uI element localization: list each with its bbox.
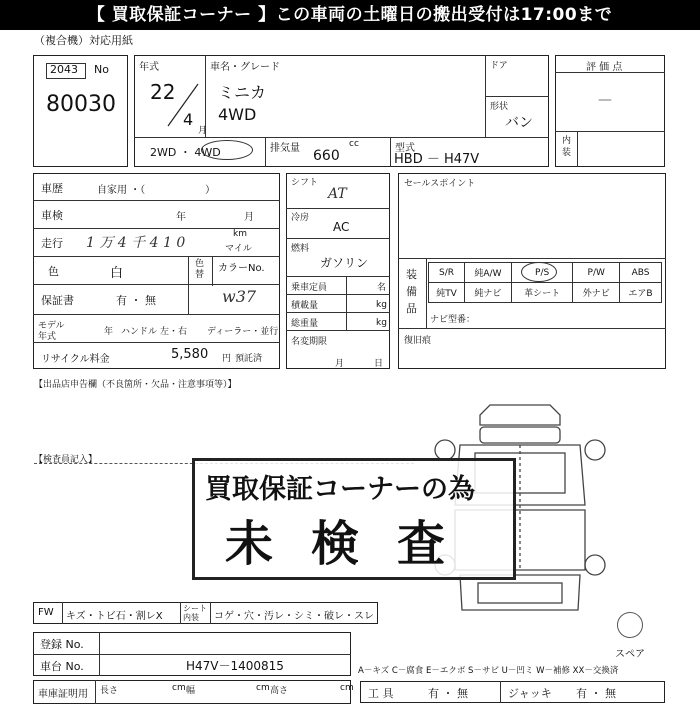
door-label: ドア (490, 61, 508, 71)
name-change-label: 名変期限 (291, 337, 328, 347)
year-slash (162, 80, 202, 130)
equipment-item-r1-2: P/S (511, 263, 573, 283)
stamp-line2: 未検査 (225, 516, 484, 572)
jack-value: 有 ・ 無 (576, 687, 616, 700)
chassis-label: 車台 No. (40, 660, 84, 673)
drive-circle (201, 140, 253, 160)
shift-value: AT (328, 186, 347, 202)
model-year-handle: ハンドル (121, 327, 158, 337)
cert-width: 幅 (186, 686, 196, 696)
spare-label: スペア (615, 649, 645, 660)
fw-seat: シート内装 (183, 604, 207, 622)
shop-note: 【出品店申告欄（不良箇所・欠品・注意事項等）】 (34, 380, 237, 390)
shift-label: シフト (291, 178, 319, 188)
registration-label: 登録 No. (40, 638, 84, 651)
model-year-year: 年 (104, 327, 114, 337)
jack-label: ジャッキ (508, 687, 552, 700)
cert-cm1: cm (172, 683, 186, 693)
inspector-note: 【検査員記入】 (34, 455, 98, 465)
capacity-unit: 名 (377, 283, 387, 293)
recycle-unit: 円 (222, 354, 232, 364)
model-grade: 4WD (218, 105, 257, 124)
model-label: 車名・グレード (210, 62, 280, 73)
load-label: 積載量 (291, 301, 319, 311)
colorno-label: カラーNo. (218, 263, 265, 274)
form-type: （複合機）対応用紙 (34, 34, 133, 47)
tools-label: 工 具 (368, 687, 394, 700)
tools-value: 有 ・ 無 (428, 687, 468, 700)
recycle-label: リサイクル料金 (41, 354, 110, 365)
model-year-lr: 左・右 (160, 327, 188, 337)
inspection-month: 月 (244, 212, 254, 223)
equipment-item-r2-2: 革シート (511, 283, 573, 303)
model-name: ミニカ (218, 83, 267, 102)
cert-cm2: cm (256, 683, 270, 693)
fuel-label: 燃料 (291, 244, 310, 254)
inspection-year: 年 (176, 212, 186, 223)
ps-circle (521, 262, 557, 282)
gross-label: 総重量 (291, 319, 319, 329)
equipment-item-r2-0: 純TV (429, 283, 465, 303)
fw-label: FW (38, 607, 54, 618)
fuel-value: ガソリン (320, 256, 369, 270)
engine-label: 排気量 (270, 143, 300, 154)
equipment-item-r2-4: エアB (620, 283, 662, 303)
warranty-label: 保証書 (41, 294, 74, 307)
lot-small: 2043 (50, 63, 78, 76)
type-label: 型式 (395, 143, 415, 154)
rating-value: — (598, 92, 612, 108)
sales-point-label: セールスポイント (404, 179, 476, 189)
history-value: 自家用 ・（ ） (97, 185, 216, 196)
equipment-item-r2-3: 外ナビ (573, 283, 620, 303)
history-label: 車歴 (41, 182, 63, 195)
cert-cm3: cm (340, 683, 354, 693)
recycle-value: 5,580 (171, 347, 209, 362)
type-value: HBD － H47V (394, 152, 480, 167)
fw-text2: コゲ・穴・汚レ・シミ・破レ・スレ (214, 611, 374, 622)
name-change-day: 日 (374, 359, 384, 369)
load-unit: kg (376, 300, 387, 310)
fw-text1: キズ・トビ石・割レX (66, 611, 163, 622)
name-change-month: 月 (335, 359, 345, 369)
cert-label: 車庫証明用 (38, 689, 88, 700)
legend: A－キズ C－腐食 E－エクボ S－サビ U－凹ミ W－補修 XX－交換済 (358, 666, 619, 676)
equipment-item-r1-0: S/R (429, 263, 465, 283)
year-month-unit: 月 (198, 126, 208, 136)
year-value: 22 (150, 80, 176, 104)
ac-label: 冷房 (291, 213, 310, 223)
model-year-label1: モデル (38, 321, 65, 331)
shape-value: バン (505, 115, 533, 131)
equipment-item-r2-1: 純ナビ (465, 283, 512, 303)
banner: 【 買取保証コーナー 】この車両の土曜日の搬出受付は17:00まで (0, 0, 700, 30)
stamp-line1: 買取保証コーナーの為 (205, 474, 475, 505)
year-label: 年式 (139, 62, 159, 73)
engine-unit: cc (349, 139, 359, 149)
equipment-item-r1-1: 純A/W (465, 263, 512, 283)
gross-unit: kg (376, 318, 387, 328)
shape-label: 形状 (490, 102, 509, 112)
return-label: 復旧痕 (404, 336, 432, 346)
color-value: 白 (110, 266, 124, 281)
equipment-item-r1-4: ABS (620, 263, 662, 283)
not-inspected-stamp (192, 458, 516, 580)
inspection-label: 車検 (41, 209, 63, 222)
mileage-mile: マイル (225, 244, 252, 254)
mileage-value: 1 万 4 千 4 1 0 (86, 235, 186, 251)
interior-label: 内装 (562, 136, 572, 158)
drive-options: 2WD ・ 4WD (150, 146, 221, 159)
lot-no-label: No (94, 63, 109, 76)
navi-label: ナビ型番： (430, 315, 476, 325)
cert-length: 長さ (100, 686, 119, 696)
chassis-value: H47V－1400815 (186, 659, 284, 673)
ac-value: AC (333, 220, 350, 234)
equipment-item-r1-3: P/W (573, 263, 620, 283)
capacity-label: 乗車定員 (291, 283, 328, 293)
rating-label: 評 価 点 (586, 62, 623, 73)
mileage-label: 走行 (41, 237, 63, 250)
model-year-label2: 年式 (38, 332, 57, 342)
equipment-label: 装備品 (406, 268, 417, 315)
engine-value: 660 (313, 148, 340, 164)
year-month: 4 (183, 110, 194, 129)
cert-height: 高さ (270, 686, 289, 696)
color-change: 色替 (195, 259, 205, 280)
mileage-km: km (233, 229, 247, 239)
warranty-value: 有 ・ 無 (116, 294, 156, 307)
recycle-note: 預託済 (235, 354, 263, 364)
spare-tire-icon (617, 612, 643, 638)
color-label: 色 (48, 265, 59, 278)
lot-number: 80030 (46, 92, 116, 117)
model-year-dealer: ディーラー・並行 (207, 327, 279, 337)
colorno-value: w37 (222, 287, 257, 306)
